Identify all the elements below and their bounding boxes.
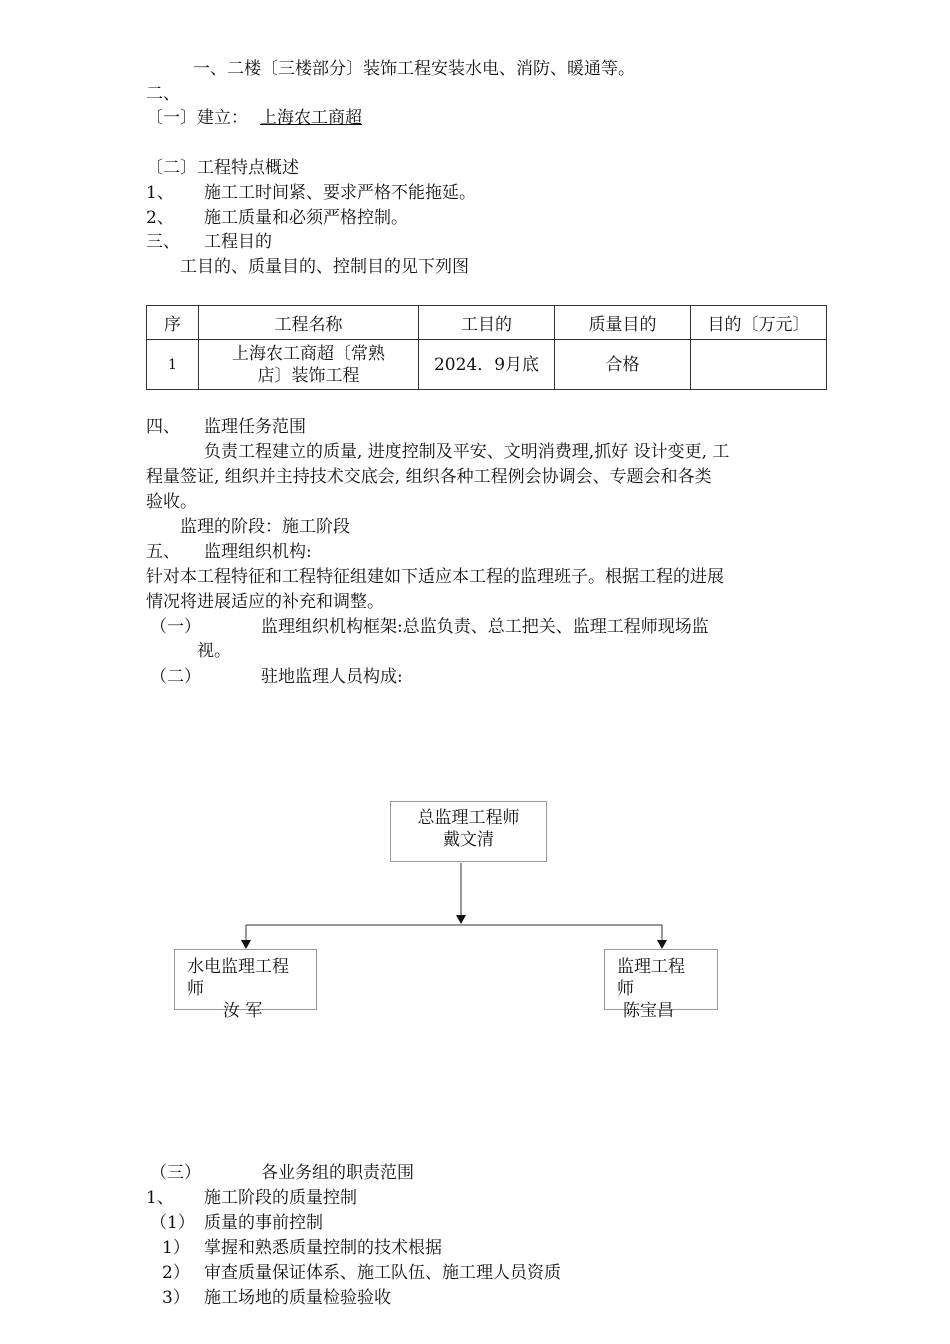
org-chief-engineer-box bbox=[390, 801, 547, 862]
intro-line-2: 二、 bbox=[146, 84, 180, 104]
duties-sub-1-num: （1） bbox=[150, 1213, 195, 1233]
table-header-row bbox=[147, 306, 827, 340]
org-mep-title-line-2: 师 bbox=[187, 979, 204, 999]
duties-sub-1-3-text: 施工场地的质量检验验收 bbox=[204, 1288, 391, 1308]
org-mep-engineer-box bbox=[174, 949, 317, 1021]
arrow-down-icon bbox=[657, 940, 667, 949]
table-header-cell: 目的〔万元〕 bbox=[691, 306, 827, 340]
org-engineer-title-line-1: 监理工程 bbox=[617, 957, 685, 977]
table-header-cell: 序 bbox=[147, 306, 199, 340]
section-5-item-1-line-1: 监理组织机构框架:总监负责、总工把关、监理工程师现场监 bbox=[261, 617, 709, 637]
table-header-cell: 质量目的 bbox=[555, 306, 691, 340]
duties-sub-1-1-num: 1） bbox=[162, 1238, 190, 1258]
section-5-item-2-num: （二） bbox=[150, 667, 201, 687]
org-chief-title: 总监理工程师 bbox=[417, 808, 520, 828]
section-3-num: 三、 bbox=[146, 232, 180, 252]
section-4-num: 四、 bbox=[146, 417, 180, 437]
duties-item-1-text: 施工阶段的质量控制 bbox=[204, 1188, 357, 1208]
section-4-para-line-3: 验收。 bbox=[146, 492, 197, 512]
builder-value: 上海农工商超 bbox=[260, 108, 362, 128]
section-3-desc: 工目的、质量目的、控制目的见下列图 bbox=[180, 257, 469, 277]
section-5-item-1-line-2: 视。 bbox=[197, 641, 231, 661]
section-4-stage: 监理的阶段：施工阶段 bbox=[180, 517, 350, 537]
row-budget bbox=[691, 340, 827, 390]
row-index: 1 bbox=[147, 340, 199, 390]
feature-1-num: 1、 bbox=[146, 183, 174, 203]
row-quality: 合格 bbox=[555, 340, 691, 390]
org-engineer-box bbox=[604, 949, 718, 1021]
org-mep-title-line-1: 水电监理工程 bbox=[187, 957, 289, 977]
org-mep-name: 汝 军 bbox=[223, 1001, 263, 1021]
builder-line bbox=[146, 107, 376, 129]
table-header-cell: 工程名称 bbox=[199, 306, 419, 340]
project-targets-table bbox=[146, 305, 827, 390]
table-header-cell: 工目的 bbox=[419, 306, 555, 340]
arrow-down-icon bbox=[241, 940, 251, 949]
section-5-title: 监理组织机构: bbox=[204, 542, 312, 562]
builder-label: 〔一〕建立： bbox=[146, 108, 248, 128]
duties-num: （三） bbox=[150, 1163, 201, 1183]
org-chief-name: 戴文清 bbox=[443, 830, 494, 850]
duties-sub-1-1-text: 掌握和熟悉质量控制的技术根据 bbox=[204, 1238, 442, 1258]
duties-title: 各业务组的职责范围 bbox=[261, 1163, 414, 1183]
section-5-para-line-1: 针对本工程特征和工程特征组建如下适应本工程的监理班子。根据工程的进展 bbox=[146, 567, 724, 587]
duties-sub-1-2-num: 2） bbox=[162, 1263, 190, 1283]
section-4-title: 监理任务范围 bbox=[204, 417, 306, 437]
section-5-item-1-num: （一） bbox=[150, 617, 201, 637]
row-project-name bbox=[199, 340, 419, 390]
duties-item-1-num: 1、 bbox=[146, 1188, 174, 1208]
section-5-para-line-2: 情况将进展适应的补充和调整。 bbox=[146, 592, 384, 612]
section-5-item-2-text: 驻地监理人员构成: bbox=[261, 667, 403, 687]
duties-sub-1-3-num: 3） bbox=[162, 1288, 190, 1308]
row-project-name-line-1: 上海农工商超〔常熟 bbox=[232, 343, 385, 364]
feature-1-text: 施工工时间紧、要求严格不能拖延。 bbox=[204, 183, 476, 203]
org-engineer-name: 陈宝昌 bbox=[623, 1001, 674, 1021]
duties-sub-1-2-text: 审查质量保证体系、施工队伍、施工理人员资质 bbox=[204, 1263, 561, 1283]
table-row bbox=[147, 340, 827, 390]
row-schedule: 2024．9月底 bbox=[419, 340, 555, 390]
arrow-down-icon bbox=[456, 915, 466, 924]
duties-sub-1-text: 质量的事前控制 bbox=[204, 1213, 323, 1233]
section-5-num: 五、 bbox=[146, 542, 180, 562]
org-engineer-title-line-2: 师 bbox=[617, 979, 634, 999]
intro-line-1: 一、二楼〔三楼部分〕装饰工程安装水电、消防、暖通等。 bbox=[193, 59, 635, 79]
feature-2-num: 2、 bbox=[146, 208, 174, 228]
section-4-para-line-2: 程量签证, 组织并主持技术交底会, 组织各种工程例会协调会、专题会和各类 bbox=[146, 467, 712, 487]
section-3-title: 工程目的 bbox=[204, 232, 272, 252]
features-title: 〔二〕工程特点概述 bbox=[146, 158, 299, 178]
section-4-para-line-1: 负责工程建立的质量, 进度控制及平安、文明消费理,抓好 设计变更, 工 bbox=[204, 442, 730, 462]
row-project-name-line-2: 店〕装饰工程 bbox=[257, 365, 360, 386]
feature-2-text: 施工质量和必须严格控制。 bbox=[204, 208, 408, 228]
